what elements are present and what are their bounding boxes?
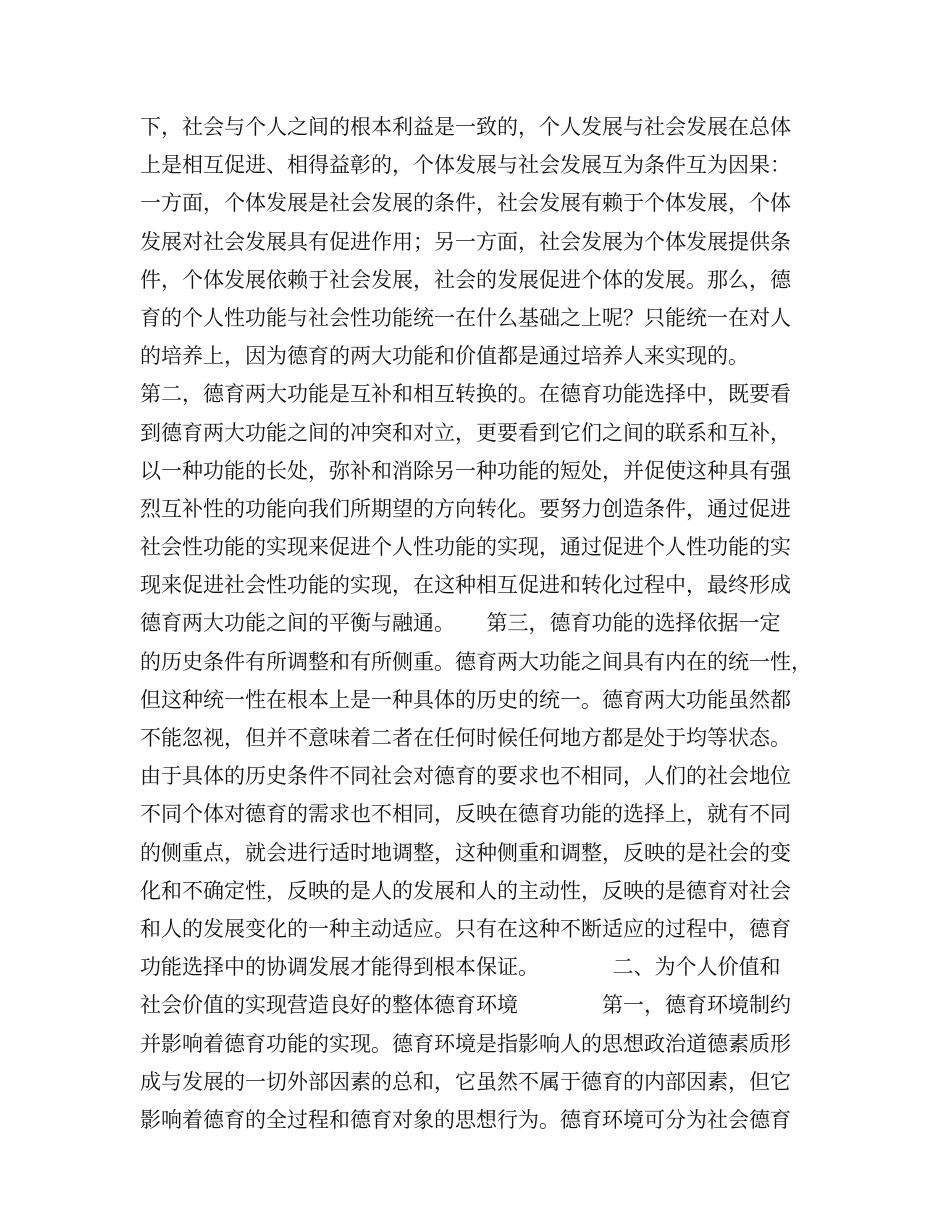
text-line: 成与发展的一切外部因素的总和，它虽然不属于德育的内部因素，但它 [140,1069,791,1094]
text-line: 并影响着德育功能的实现。德育环境是指影响人的思想政治道德素质形 [140,1031,791,1056]
text-line: 德育两大功能之间的平衡与融通。 第三，德育功能的选择依据一定 [140,611,781,636]
text-line: 第二，德育两大功能是互补和相互转换的。在德育功能选择中，既要看 [140,382,791,407]
text-line: 育的个人性功能与社会性功能统一在什么基础之上呢？只能统一在对人 [140,305,791,330]
text-line: 烈互补性的功能向我们所期望的方向转化。要努力创造条件，通过促进 [140,496,791,521]
text-line: 和人的发展变化的一种主动适应。只有在这种不断适应的过程中，德育 [140,916,791,941]
text-line: 社会性功能的实现来促进个人性功能的实现，通过促进个人性功能的实 [140,535,791,560]
text-line: 件，个体发展依赖于社会发展，社会的发展促进个体的发展。那么，德 [140,267,791,292]
body-text [140,108,830,1139]
text-line: 由于具体的历史条件不同社会对德育的要求也不相同，人们的社会地位 [140,764,791,789]
text-line: 社会价值的实现营造良好的整体德育环境 第一，德育环境制约 [140,993,791,1018]
text-line: 发展对社会发展具有促进作用；另一方面，社会发展为个体发展提供条 [140,229,791,254]
text-line: 上是相互促进、相得益彰的，个体发展与社会发展互为条件互为因果： [140,153,791,178]
text-line: 的侧重点，就会进行适时地调整，这种侧重和调整，反映的是社会的变 [140,840,791,865]
text-line: 但这种统一性在根本上是一种具体的历史的统一。德育两大功能虽然都 [140,687,791,712]
text-line: 影响着德育的全过程和德育对象的思想行为。德育环境可分为社会德育 [140,1107,791,1132]
text-line: 不能忽视，但并不意味着二者在任何时候任何地方都是处于均等状态。 [140,726,791,750]
text-line: 一方面，个体发展是社会发展的条件，社会发展有赖于个体发展，个体 [140,191,791,216]
text-line: 的历史条件有所调整和有所侧重。德育两大功能之间具有内在的统一性， [140,649,812,674]
text-line: 现来促进社会性功能的实现，在这种相互促进和转化过程中，最终形成 [140,573,791,598]
text-line: 以一种功能的长处，弥补和消除另一种功能的短处，并促使这种具有强 [140,458,791,483]
text-line: 不同个体对德育的需求也不相同，反映在德育功能的选择上，就有不同 [140,802,791,827]
text-line: 功能选择中的协调发展才能得到根本保证。 二、为个人价值和 [140,955,781,980]
text-line: 到德育两大功能之间的冲突和对立，更要看到它们之间的联系和互补， [140,420,791,445]
text-line: 的培养上，因为德育的两大功能和价值都是通过培养人来实现的。 [140,344,749,369]
text-line: 化和不确定性，反映的是人的发展和人的主动性，反映的是德育对社会 [140,878,791,903]
text-line: 下，社会与个人之间的根本利益是一致的，个人发展与社会发展在总体 [140,115,791,139]
